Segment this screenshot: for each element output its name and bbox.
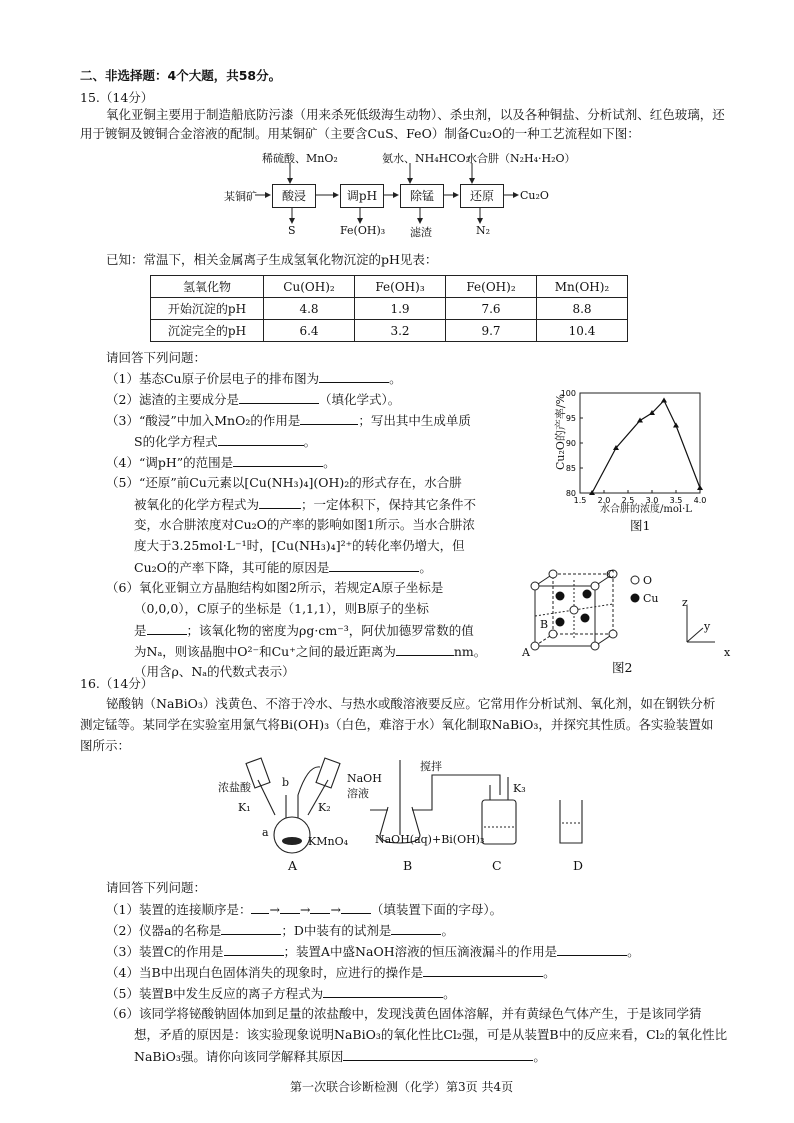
y-tick-label: 90 xyxy=(565,439,576,448)
axis-y: y xyxy=(704,620,711,633)
table-cell: 7.6 xyxy=(446,298,537,320)
label-conc-hcl: 浓盐酸 xyxy=(218,781,251,794)
flow-byproduct-n2: N₂ xyxy=(476,224,491,237)
label-k1: K₁ xyxy=(238,801,251,814)
q16-1: （1）装置的连接顺序是： → → → （填装置下面的字母）。 xyxy=(106,899,502,918)
legend-o: O xyxy=(643,574,653,587)
q16-5: （5）装置B中发生反应的离子方程式为 。 xyxy=(106,983,456,1002)
table-header-cell: Cu(OH)₂ xyxy=(264,276,355,298)
label-naoh-1: NaOH xyxy=(347,772,382,785)
q15-header: 15.（14分） xyxy=(80,90,154,105)
apparatus-b: B xyxy=(403,858,413,873)
data-point xyxy=(637,418,643,423)
data-point xyxy=(697,485,703,490)
table-cell: 1.9 xyxy=(355,298,446,320)
q16-header: 16.（14分） xyxy=(80,676,154,691)
q15-3: （3）“酸浸”中加入MnO₂的作用是 ；写出其中生成单质 xyxy=(106,410,471,429)
q15-1: （1）基态Cu原子价层电子的排布图为 。 xyxy=(106,368,402,387)
table-cell: 8.8 xyxy=(537,298,628,320)
data-point xyxy=(661,398,667,403)
q16-4: （4）当B中出现白色固体消失的现象时，应进行的操作是 。 xyxy=(106,962,556,981)
q15-5e: Cu₂O的产率下降，其可能的原因是 。 xyxy=(134,557,432,576)
q15-6c: 是 ；该氧化物的密度为ρg·cm⁻³，阿伏加德罗常数的值 xyxy=(134,620,474,639)
y-tick-label: 80 xyxy=(565,489,576,498)
x-tick-label: 3.5 xyxy=(669,496,683,505)
table-header-cell: 氢氧化物 xyxy=(151,276,264,298)
q16-intro-line2: 测定锰等。某同学在实验室用氯气将Bi(OH)₃（白色，难溶于水）氧化制取NaBiO₃，并探究其性质。各实验装置如 xyxy=(80,717,714,732)
q15-intro-line1: 氧化亚铜主要用于制造船底防污漆（用来杀死低级海生动物）、杀虫剂，以及各种铜盐、分析试剂、红色玻璃，还 xyxy=(106,107,725,122)
x-tick-label: 1.5 xyxy=(573,496,587,505)
table-header-cell: Fe(OH)₂ xyxy=(446,276,537,298)
q15-5: （5）“还原”前Cu元素以[Cu(NH₃)₄](OH)₂的形式存在，水合肼 xyxy=(106,475,462,490)
flow-byproduct-residue: 滤渣 xyxy=(410,226,432,239)
figure-1-caption: 图1 xyxy=(630,518,651,533)
x-tick-label: 4.0 xyxy=(693,496,707,505)
chart-frame xyxy=(580,393,700,493)
chart-ylabel: Cu₂O的产率/% xyxy=(554,393,567,470)
flow-product: Cu₂O xyxy=(520,189,549,202)
table-cell: 9.7 xyxy=(446,320,537,342)
page-footer: 第一次联合诊断检测（化学）第3页 共4页 xyxy=(290,1080,514,1094)
legend-cu: Cu xyxy=(643,592,659,605)
label-b-tube: b xyxy=(282,776,290,789)
table-cell: 6.4 xyxy=(264,320,355,342)
apparatus-a: A xyxy=(288,858,298,873)
data-point xyxy=(673,423,679,428)
q15-6: （6）氧化亚铜立方晶胞结构如图2所示，若规定A原子坐标是 xyxy=(106,580,444,595)
q16-2: （2）仪器a的名称是 ；D中装有的试剂是 。 xyxy=(106,920,454,939)
table-cell: 3.2 xyxy=(355,320,446,342)
axis-z: z xyxy=(682,596,688,609)
q15-5b: 被氧化的化学方程式为 ；一定体积下，保持其它条件不 xyxy=(134,494,476,513)
flow-step-acid-leach: 酸浸 xyxy=(272,184,316,208)
y-tick-label: 100 xyxy=(560,389,576,398)
label-k2: K₂ xyxy=(318,801,331,814)
label-mixture: NaOH(aq)+Bi(OH)₃ xyxy=(375,833,485,846)
flow-reagent-2: 氨水、NH₄HCO₃ xyxy=(382,152,471,165)
q15-5d: 度大于3.25mol·L⁻¹时，[Cu(NH₃)₄]²⁺的转化率仍增大，但 xyxy=(134,538,465,553)
q16-6a: （6）该同学将铋酸钠固体加到足量的浓盐酸中，发现浅黄色固体溶解，并有黄绿色气体产生，于是该同学猜 xyxy=(106,1006,702,1021)
crystal-cell xyxy=(515,566,715,666)
q15-6e: （用含ρ、Nₐ的代数式表示） xyxy=(134,664,295,679)
flow-byproduct-s: S xyxy=(288,224,296,237)
label-k3: K₃ xyxy=(513,782,526,795)
table-header-cell: Mn(OH)₂ xyxy=(537,276,628,298)
table-row xyxy=(151,276,628,298)
known-text: 已知：常温下，相关金属离子生成氢氧化物沉淀的pH见表： xyxy=(106,252,438,267)
label-naoh-2: 溶液 xyxy=(347,787,369,800)
flow-step-reduce: 还原 xyxy=(460,184,504,208)
flow-byproduct-feoh3: Fe(OH)₃ xyxy=(340,224,386,237)
answer-prompt-15: 请回答下列问题： xyxy=(106,350,207,365)
q15-intro-line2: 用于镀铜及镀铜合金溶液的配制。用某铜矿（主要含CuS、FeO）制备Cu₂O的一种工艺流程如下图： xyxy=(80,126,640,141)
q16-3: （3）装置C的作用是 ；装置A中盛NaOH溶液的恒压滴液漏斗的作用是 。 xyxy=(106,941,640,960)
x-tick-label: 2.5 xyxy=(621,496,635,505)
axis-x: x xyxy=(724,646,731,659)
table-row xyxy=(151,298,628,320)
q15-6d: 为Nₐ，则该晶胞中O²⁻和Cu⁺之间的最近距离为 nm。 xyxy=(134,641,486,660)
label-a-funnel: a xyxy=(262,826,269,839)
q15-2: （2）滤渣的主要成分是 （填化学式）。 xyxy=(106,389,400,408)
label-stir: 搅拌 xyxy=(420,760,442,773)
flow-step-remove-mn: 除锰 xyxy=(400,184,444,208)
table-cell: 开始沉淀的pH xyxy=(151,298,264,320)
table-cell: 4.8 xyxy=(264,298,355,320)
table-cell: 10.4 xyxy=(537,320,628,342)
flow-step-adjust-ph: 调pH xyxy=(340,184,384,208)
answer-prompt-16: 请回答下列问题： xyxy=(106,880,207,895)
flow-reagent-3: 水合肼（N₂H₄·H₂O） xyxy=(466,152,576,165)
y-tick-label: 95 xyxy=(565,414,576,423)
chart-xlabel: 水合肼的浓度/mol·L xyxy=(600,504,692,515)
q16-intro-line3: 图所示： xyxy=(80,738,131,753)
label-b: B xyxy=(540,618,549,631)
flow-input: 某铜矿 xyxy=(224,190,257,203)
q16-6c: NaBiO₃强。请你向该同学解释其原因 。 xyxy=(134,1046,546,1065)
q15-6b: （0,0,0），C原子的坐标是（1,1,1），则B原子的坐标 xyxy=(134,601,429,616)
table-row xyxy=(151,320,628,342)
apparatus-c: C xyxy=(492,858,502,873)
section-title: 二、非选择题：4个大题，共58分。 xyxy=(80,68,282,83)
label-c: C xyxy=(606,568,615,581)
yield-line xyxy=(592,401,700,494)
q16-6b: 想，矛盾的原因是：该实验现象说明NaBiO₃的氧化性比Cl₂强，可是从装置B中的反应来看，Cl₂的氧化性比 xyxy=(134,1027,728,1042)
figure-2-caption: 图2 xyxy=(612,660,633,675)
label-kmno4: KMnO₄ xyxy=(308,835,348,848)
label-a: A xyxy=(522,646,530,659)
flow-reagent-1: 稀硫酸、MnO₂ xyxy=(262,152,338,165)
table-cell: 沉淀完全的pH xyxy=(151,320,264,342)
x-tick-label: 2.0 xyxy=(597,496,611,505)
table-header-cell: Fe(OH)₃ xyxy=(355,276,446,298)
q15-4: （4）“调pH”的范围是 。 xyxy=(106,452,336,471)
q15-5c: 变，水合肼浓度对Cu₂O的产率的影响如图1所示。当水合肼浓 xyxy=(134,517,475,532)
q16-intro-line1: 铋酸钠（NaBiO₃）浅黄色、不溶于冷水、与热水或酸溶液要反应。它常用作分析试剂、氧化剂，如在钢铁分析 xyxy=(106,696,716,711)
x-tick-label: 3.0 xyxy=(645,496,659,505)
ph-table xyxy=(150,275,628,342)
y-tick-label: 85 xyxy=(565,464,576,473)
q15-3b: S的化学方程式 。 xyxy=(134,431,316,450)
apparatus-d: D xyxy=(573,858,584,873)
